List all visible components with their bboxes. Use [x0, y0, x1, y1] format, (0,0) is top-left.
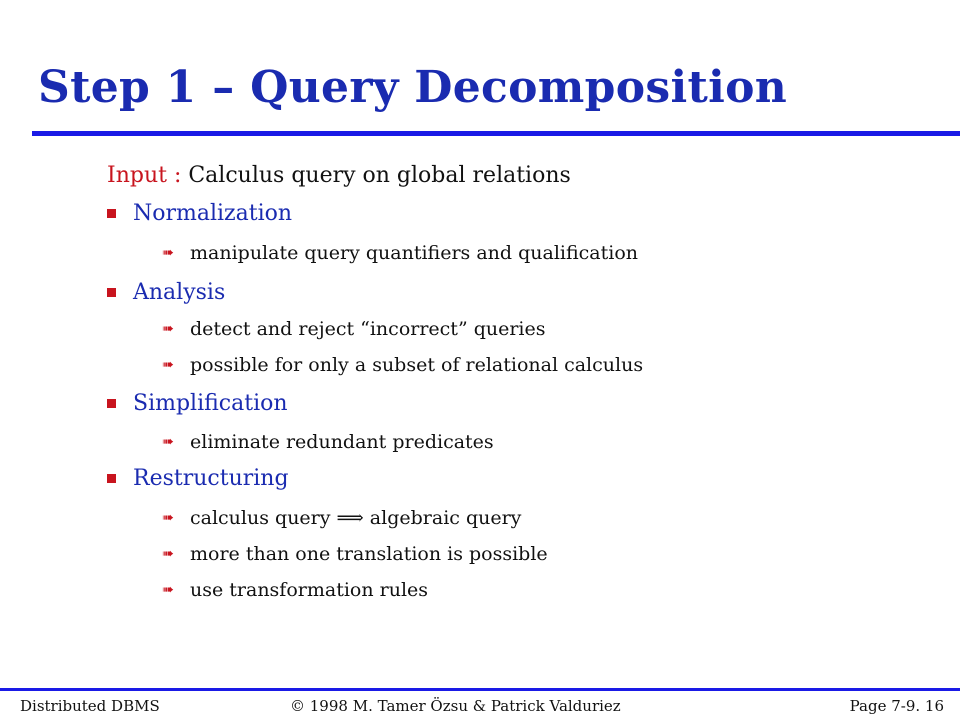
- section-heading: Simplification: [133, 391, 288, 416]
- list-item: [162, 318, 546, 340]
- arrow-bullet-icon: ➠: [162, 321, 174, 337]
- square-bullet-icon: [107, 474, 116, 483]
- list-item-text: use transformation rules: [190, 579, 429, 601]
- section-heading: Analysis: [133, 280, 226, 305]
- square-bullet-icon: [107, 209, 116, 218]
- arrow-bullet-icon: ➠: [162, 434, 174, 450]
- list-item: [162, 242, 638, 264]
- list-item-text: manipulate query quantifiers and qualification: [190, 242, 639, 264]
- arrow-bullet-icon: ➠: [162, 510, 174, 526]
- list-item: [162, 543, 548, 565]
- arrow-bullet-icon: ➠: [162, 357, 174, 373]
- list-item: [162, 354, 643, 376]
- title-rule: [32, 131, 960, 136]
- section-restructuring: [107, 466, 289, 491]
- section-heading: Normalization: [133, 201, 293, 226]
- section-normalization: [107, 201, 292, 226]
- section-analysis: [107, 280, 225, 305]
- input-label: Input :: [107, 163, 182, 188]
- square-bullet-icon: [107, 288, 116, 297]
- list-item-text: detect and reject “incorrect” queries: [190, 318, 546, 340]
- footer-copyright: © 1998 M. Tamer Özsu & Patrick Valduriez: [290, 697, 621, 715]
- list-item: [162, 507, 521, 529]
- arrow-bullet-icon: ➠: [162, 245, 174, 261]
- section-heading: Restructuring: [133, 466, 289, 491]
- footer-page-number: Page 7-9. 16: [849, 697, 944, 715]
- arrow-bullet-icon: ➠: [162, 546, 174, 562]
- input-text: Calculus query on global relations: [181, 163, 571, 188]
- slide-title: Step 1 – Query Decomposition: [38, 62, 788, 113]
- section-simplification: [107, 391, 288, 416]
- list-item-text: more than one translation is possible: [190, 543, 548, 565]
- list-item: [162, 579, 428, 601]
- list-item-text: possible for only a subset of relational calculus: [190, 354, 644, 376]
- footer-rule: [0, 688, 960, 691]
- list-item-text: eliminate redundant predicates: [190, 431, 494, 453]
- square-bullet-icon: [107, 399, 116, 408]
- arrow-bullet-icon: ➠: [162, 582, 174, 598]
- input-line: [107, 163, 571, 188]
- footer-left: Distributed DBMS: [20, 697, 160, 715]
- list-item-text: calculus query ⟹ algebraic query: [190, 507, 522, 529]
- list-item: [162, 431, 494, 453]
